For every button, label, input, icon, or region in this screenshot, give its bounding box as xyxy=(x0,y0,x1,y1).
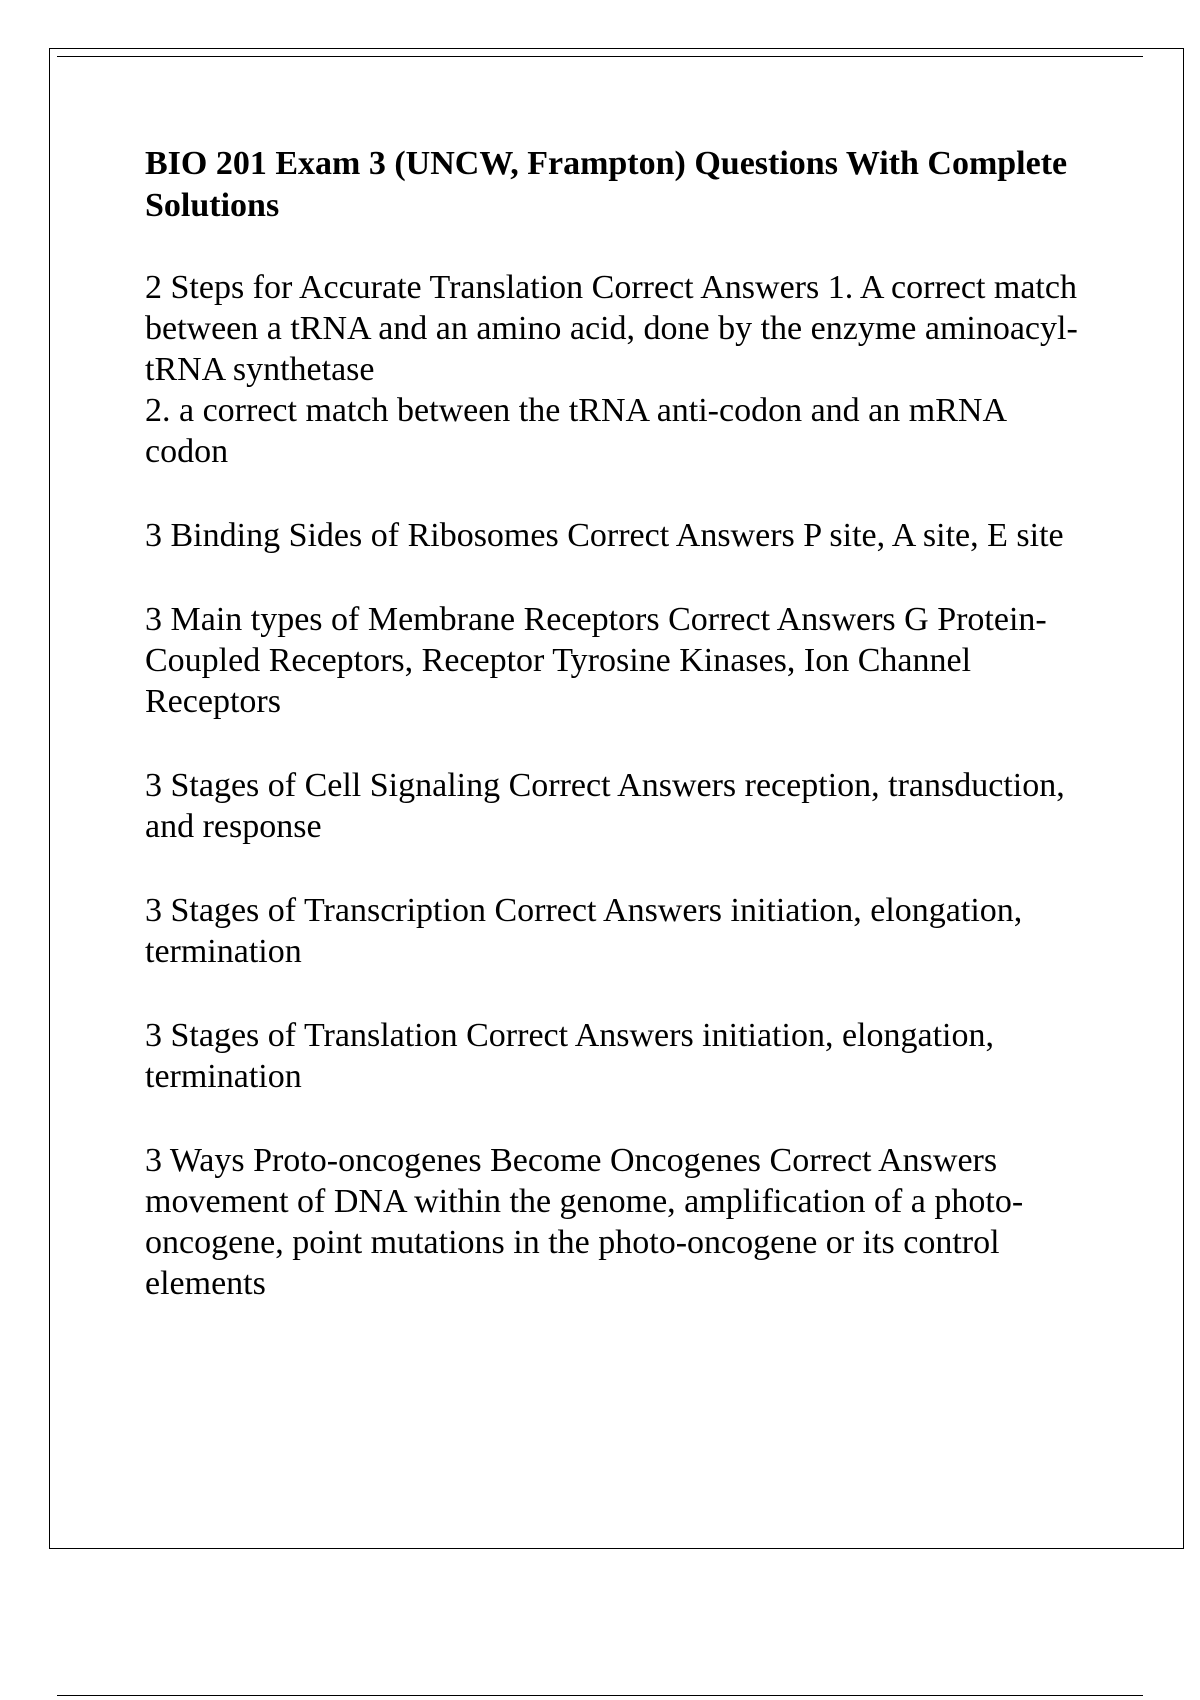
document-title: BIO 201 Exam 3 (UNCW, Frampton) Questions With Complete Solutions xyxy=(145,145,1068,224)
document-body xyxy=(145,143,1095,1347)
bottom-rule xyxy=(57,1695,1143,1696)
qa-entry-ribosome-sites: 3 Binding Sides of Ribosomes Correct Answers P site, A site, E site xyxy=(145,517,1064,554)
qa-entry-oncogenes: 3 Ways Proto-oncogenes Become Oncogenes Correct Answers movement of DNA within the genome, amplification of a photo-oncogene, point mutations in the photo-oncogene or its control elements xyxy=(145,1142,1024,1302)
qa-entry-translation-stages: 3 Stages of Translation Correct Answers initiation, elongation, termination xyxy=(145,1017,994,1095)
top-rule xyxy=(57,56,1143,57)
qa-entry-cell-signaling: 3 Stages of Cell Signaling Correct Answers reception, transduction, and response xyxy=(145,767,1065,845)
qa-entry-membrane-receptors: 3 Main types of Membrane Receptors Correct Answers G Protein-Coupled Receptors, Receptor Tyrosine Kinases, Ion Channel Receptors xyxy=(145,601,1047,720)
qa-entry-translation-steps: 2 Steps for Accurate Translation Correct Answers 1. A correct match between a tRNA and an amino acid, done by the enzyme aminoacyl-tRNA synthetase 2. a correct match between the tRNA anti-codon and an mRNA codon xyxy=(145,269,1078,470)
qa-entry-transcription-stages: 3 Stages of Transcription Correct Answers initiation, elongation, termination xyxy=(145,892,1023,970)
